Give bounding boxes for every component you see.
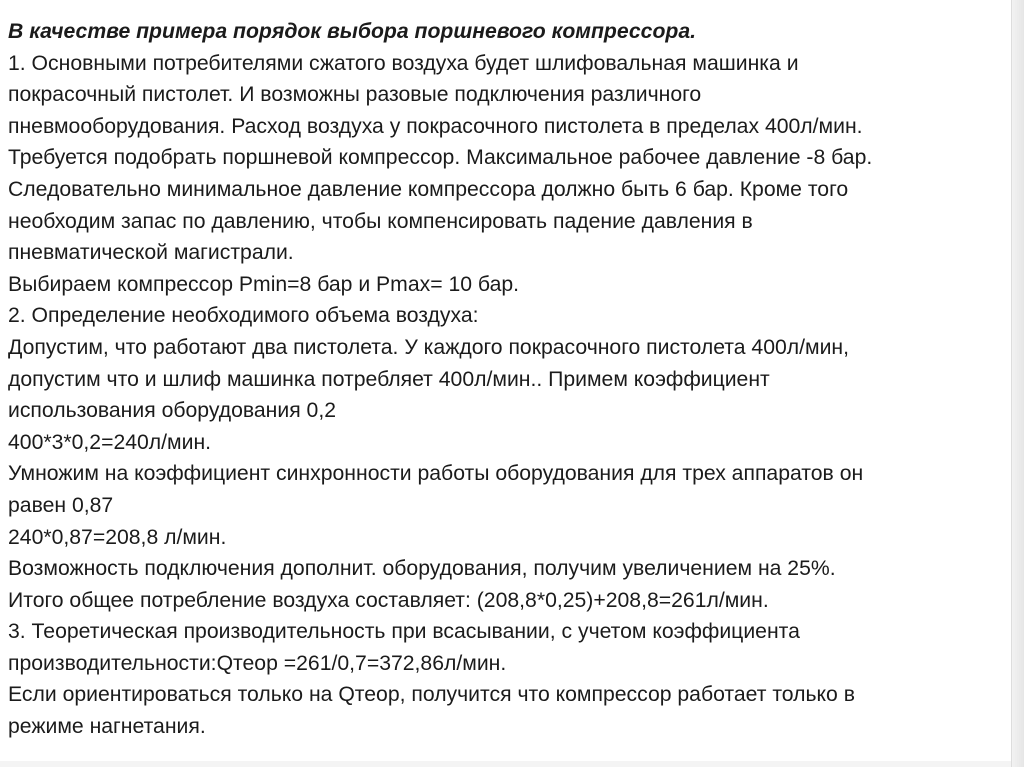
text-line: Если ориентироваться только на Qтеор, получится что компрессор работает только в bbox=[8, 683, 855, 707]
document-title: В качестве примера порядок выбора поршневого компрессора. bbox=[8, 20, 697, 43]
text-line: Следовательно минимальное давление компрессора должно быть 6 бар. Кроме того bbox=[8, 177, 849, 201]
text-line: Итого общее потребление воздуха составляет: (208,8*0,25)+208,8=261л/мин. bbox=[8, 588, 769, 612]
text-line: покрасочный пистолет. И возможны разовые подключения различного bbox=[8, 83, 702, 107]
text-line: 3. Теоретическая производительность при всасывании, с учетом коэффициента bbox=[8, 620, 800, 644]
text-line: необходим запас по давлению, чтобы компенсировать падение давления в bbox=[8, 209, 753, 233]
text-line: 400*3*0,2=240л/мин. bbox=[8, 430, 212, 454]
text-line: режиме нагнетания. bbox=[8, 715, 206, 739]
text-line: Выбираем компрессор Pmin=8 бар и Pmax= 10 бар. bbox=[8, 272, 520, 296]
text-line: пневматической магистрали. bbox=[8, 241, 294, 265]
text-line: Требуется подобрать поршневой компрессор. Максимальное рабочее давление -8 бар. bbox=[8, 146, 873, 170]
page-right-edge bbox=[1011, 0, 1024, 767]
text-line: равен 0,87 bbox=[8, 493, 114, 517]
text-line: производительности:Qтеор =261/0,7=372,86л/мин. bbox=[8, 651, 507, 675]
text-line: 1. Основными потребителями сжатого воздуха будет шлифовальная машинка и bbox=[8, 51, 799, 75]
text-line: Возможность подключения дополнит. оборудования, получим увеличением на 25%. bbox=[8, 557, 836, 581]
document-body bbox=[8, 16, 1004, 743]
page-bottom-edge bbox=[0, 761, 1012, 767]
text-line: пневмооборудования. Расход воздуха у покрасочного пистолета в пределах 400л/мин. bbox=[8, 114, 863, 138]
text-line: 2. Определение необходимого объема воздуха: bbox=[8, 304, 479, 328]
text-line: использования оборудования 0,2 bbox=[8, 399, 337, 423]
text-line: Умножим на коэффициент синхронности работы оборудования для трех аппаратов он bbox=[8, 462, 864, 486]
text-line: допустим что и шлиф машинка потребляет 400л/мин.. Примем коэффициент bbox=[8, 367, 770, 391]
text-line: Допустим, что работают два пистолета. У каждого покрасочного пистолета 400л/мин, bbox=[8, 335, 849, 359]
text-line: 240*0,87=208,8 л/мин. bbox=[8, 525, 227, 549]
